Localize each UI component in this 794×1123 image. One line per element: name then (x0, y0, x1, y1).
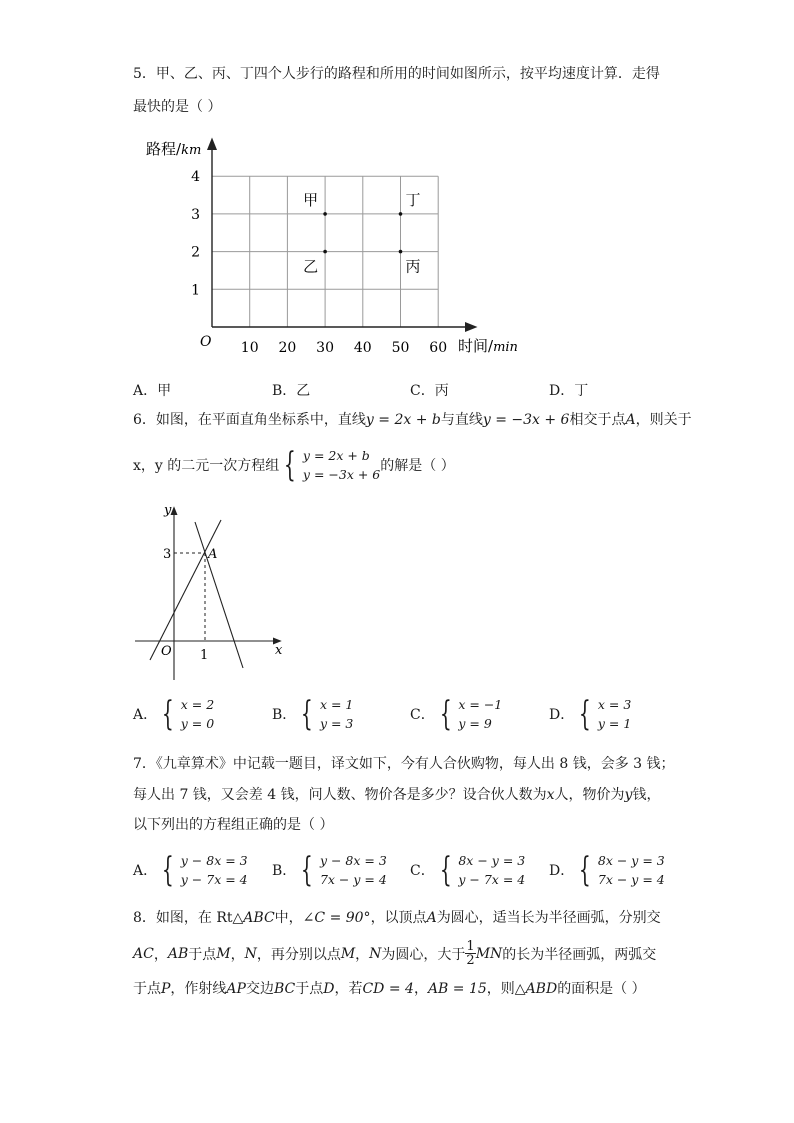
q6-x-label: x (275, 643, 283, 658)
q6-option-d[interactable]: D． { x = 3 y = 1 (549, 694, 632, 734)
q5-option-c[interactable]: C．丙 (410, 383, 449, 399)
q5-point-0 (323, 212, 327, 216)
q7-option-a[interactable]: A． { y − 8x = 3 y − 7x = 4 (133, 850, 248, 890)
q6-option-a[interactable]: A． { x = 2 y = 0 (133, 694, 215, 734)
q5-line2: 最快的是（ ） (133, 99, 222, 115)
q6-line-increasing (150, 520, 221, 660)
q5-ytick-3: 3 (191, 206, 200, 223)
q6-system: { y = 2x + b y = −3x + 6 (284, 445, 381, 485)
q6-line1: 6．如图，在平面直角坐标系中，直线y = 2x + b与直线y = −3x + 6相交于点A，则关于 (133, 412, 692, 428)
q5-point-label-2: 丁 (405, 190, 421, 209)
q8-line2: AC ， AB 于点 M ， N ，再分别以点 M ， N 为圆心，大于 $\frac{1}{2}$ MN 的长为半径画弧，两弧交 (133, 939, 657, 968)
q7-option-b[interactable]: B． { y − 8x = 3 7x − y = 4 (272, 850, 387, 890)
q5-point-2 (399, 212, 403, 216)
q5-xlabel: 时间/min (458, 337, 518, 355)
q5-point-label-1: 乙 (303, 257, 319, 276)
q5-chart (130, 132, 530, 362)
q7-line1: 7．《九章算术》中记载一题目，译文如下，今有人合伙购物，每人出 8 钱，会多 3 钱； (133, 756, 675, 772)
q5-xtick-60: 60 (429, 340, 448, 356)
q5-xtick-40: 40 (353, 340, 372, 356)
q5-point-1 (323, 250, 327, 254)
q5-point-3 (399, 250, 403, 254)
q5-xtick-30: 30 (316, 340, 335, 356)
q5-ylabel: 路程/km (146, 140, 202, 158)
q5-ytick-1: 1 (191, 282, 200, 299)
q6-tick-3: 3 (163, 547, 172, 562)
q8-line1: 8．如图，在 Rt△ABC中，∠C = 90°，以顶点A为圆心，适当长为半径画弧，分别交 (133, 910, 661, 926)
q6-tick-1: 1 (200, 648, 209, 663)
q7-option-c[interactable]: C． { 8x − y = 3 y − 7x = 4 (410, 850, 526, 890)
q5-option-a[interactable]: A．甲 (133, 383, 172, 399)
q5-xtick-10: 10 (240, 340, 259, 356)
q5-point-label-3: 丙 (405, 257, 421, 276)
q6-y-label: y (164, 503, 172, 518)
q5-point-label-0: 甲 (303, 190, 319, 209)
q6-point-a: A (208, 547, 218, 562)
q6-line2: x，y 的二元一次方程组 { y = 2x + b y = −3x + 6 的解是（ ） (133, 445, 455, 485)
q5-option-d[interactable]: D．丁 (549, 383, 589, 399)
q8-line3: 于点P，作射线AP交边BC于点D，若CD = 4，AB = 15，则△ABD的面积是（ ） (133, 981, 646, 997)
q5-option-b[interactable]: B．乙 (272, 383, 311, 399)
q6-option-c[interactable]: C． { x = −1 y = 9 (410, 694, 503, 734)
q6-line-decreasing (195, 522, 243, 668)
q7-line2: 每人出 7 钱，又会差 4 钱，问人数、物价各是多少？设合伙人数为x人，物价为y钱， (133, 787, 661, 803)
q6-origin: O (161, 644, 172, 659)
q6-option-b[interactable]: B． { x = 1 y = 3 (272, 694, 354, 734)
q5-ytick-4: 4 (191, 169, 200, 186)
q5-xtick-20: 20 (278, 340, 297, 356)
q5-ytick-2: 2 (191, 244, 200, 261)
q5-line1: 5．甲、乙、丙、丁四个人步行的路程和所用的时间如图所示，按平均速度计算．走得 (133, 66, 660, 82)
q5-origin: O (200, 334, 212, 350)
q6-graph (130, 500, 290, 680)
q5-xtick-50: 50 (391, 340, 410, 356)
q7-option-d[interactable]: D． { 8x − y = 3 7x − y = 4 (549, 850, 665, 890)
q7-line3: 以下列出的方程组正确的是（ ） (133, 817, 334, 833)
q8-fraction: $\frac{1}{2}$ (466, 939, 475, 968)
